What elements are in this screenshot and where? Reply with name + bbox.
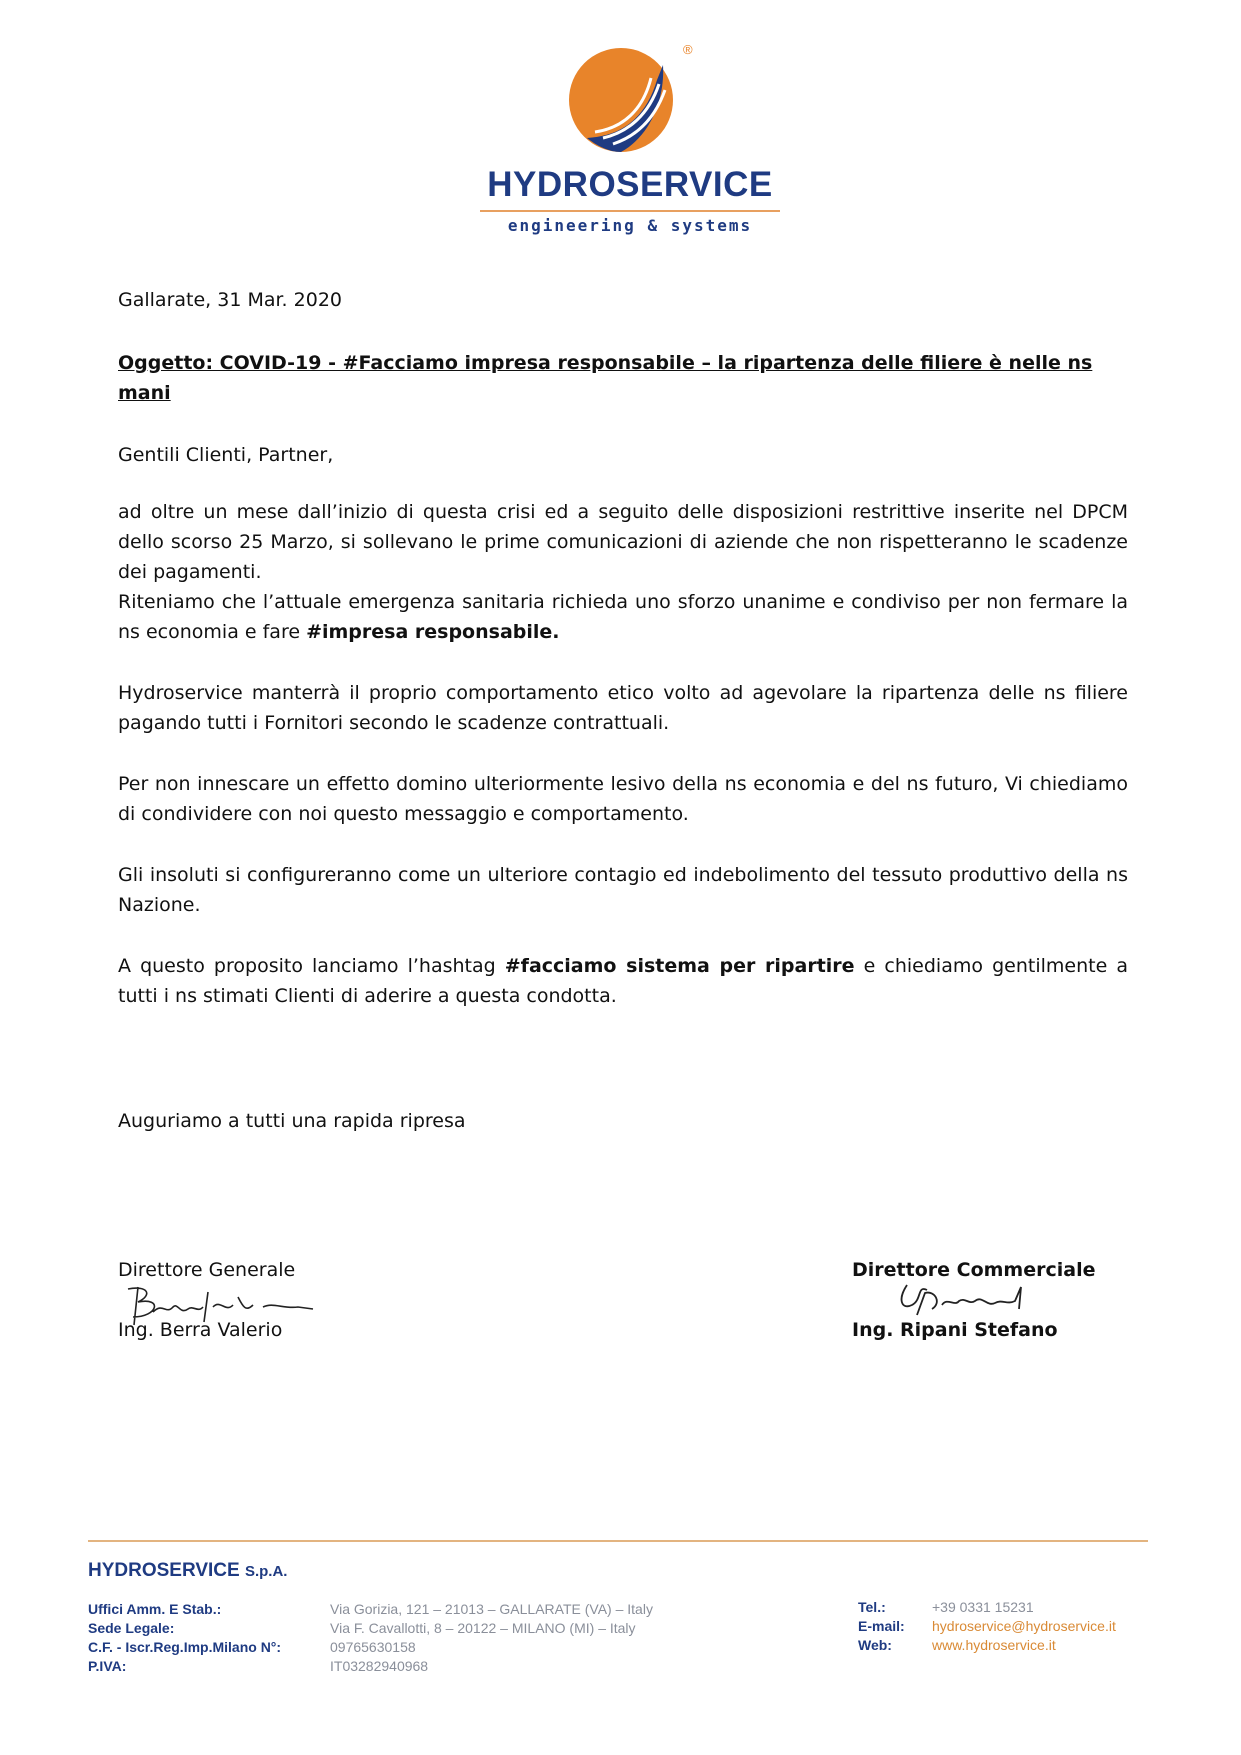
footer-divider (88, 1540, 1148, 1542)
paragraph-1 (118, 497, 1128, 647)
hashtag-impresa: #impresa responsabile. (306, 621, 560, 643)
contact-label: E-mail: (858, 1618, 905, 1634)
footer-company (88, 1560, 287, 1582)
signature-right-title: Direttore Commerciale (852, 1259, 1096, 1281)
phone-number: +39 0331 15231 (932, 1599, 1034, 1615)
registered-mark: ® (683, 42, 693, 57)
signature-block-right (852, 1255, 1152, 1345)
paragraph-1-continued: Riteniamo che l’attuale emergenza sanitaria richieda uno sforzo unanime e condiviso per non fermare la ns economia e fare (118, 591, 1128, 643)
letter-date: Gallarate, 31 Mar. 2020 (118, 289, 342, 311)
footer-company-name: HYDROSERVICE (88, 1560, 240, 1581)
letter-body (118, 497, 1128, 1042)
paragraph-5-text: A questo proposito lanciamo l’hashtag (118, 955, 505, 977)
signature-right-name: Ing. Ripani Stefano (852, 1319, 1058, 1341)
brand-name: HYDROSERVICE (487, 165, 773, 204)
footer-labels (88, 1600, 281, 1676)
footer-value: 09765630158 (330, 1639, 416, 1655)
footer-value: IT03282940968 (330, 1658, 429, 1674)
footer-label: Uffici Amm. E Stab.: (88, 1601, 222, 1617)
letter-greeting: Gentili Clienti, Partner, (118, 444, 334, 466)
letter-subject: Oggetto: COVID-19 - #Facciamo impresa responsabile – la ripartenza delle filiere è nelle ns mani (118, 352, 1093, 404)
footer-label: P.IVA: (88, 1658, 127, 1674)
signature-left-title: Direttore Generale (118, 1259, 296, 1281)
contact-labels (858, 1598, 905, 1655)
signature-left-name: Ing. Berra Valerio (118, 1319, 283, 1341)
logo-emblem-icon (565, 40, 695, 155)
paragraph-2: Hydroservice manterrà il proprio comportamento etico volto ad agevolare la ripartenza delle ns filiere pagando tutti i Fornitori secondo le scadenze contrattuali. (118, 682, 1128, 734)
brand-divider (480, 210, 780, 212)
website-link[interactable]: www.hydroservice.it (932, 1637, 1056, 1653)
footer-value: Via F. Cavallotti, 8 – 20122 – MILANO (MI) – Italy (330, 1620, 636, 1636)
paragraph-4: Gli insoluti si configureranno come un ulteriore contagio ed indebolimento del tessuto produttivo della ns Nazione. (118, 864, 1128, 916)
paragraph-5-end: e chiediamo gentilmente a tutti i ns stimati Clienti di aderire a questa condotta. (118, 955, 1128, 1007)
contact-values (932, 1598, 1116, 1655)
paragraph-3: Per non innescare un effetto domino ulteriormente lesivo della ns economia e del ns futuro, Vi chiediamo di condividere con noi questo messaggio e comportamento. (118, 773, 1128, 825)
signature-block-left (118, 1255, 448, 1345)
paragraph-5 (118, 951, 1128, 1011)
contact-label: Tel.: (858, 1599, 886, 1615)
contact-label: Web: (858, 1637, 892, 1653)
footer-value: Via Gorizia, 121 – 21013 – GALLARATE (VA) – Italy (330, 1601, 653, 1617)
paragraph-1-text: ad oltre un mese dall’inizio di questa crisi ed a seguito delle disposizioni restrittive inserite nel DPCM dello scorso 25 Marzo, si sollevano le prime comunicazioni di aziende che non rispetteranno le scadenze dei pagamenti. (118, 501, 1128, 583)
company-logo (470, 30, 790, 240)
footer-company-suffix: S.p.A. (244, 1563, 288, 1580)
brand-tagline: engineering & systems (507, 216, 753, 235)
footer-label: Sede Legale: (88, 1620, 175, 1636)
letter-closing: Auguriamo a tutti una rapida ripresa (118, 1110, 466, 1132)
email-link[interactable]: hydroservice@hydroservice.it (932, 1618, 1116, 1634)
footer-values (330, 1600, 653, 1676)
footer-label: C.F. - Iscr.Reg.Imp.Milano N°: (88, 1639, 282, 1655)
hashtag-sistema: #facciamo sistema per ripartire (504, 955, 855, 977)
